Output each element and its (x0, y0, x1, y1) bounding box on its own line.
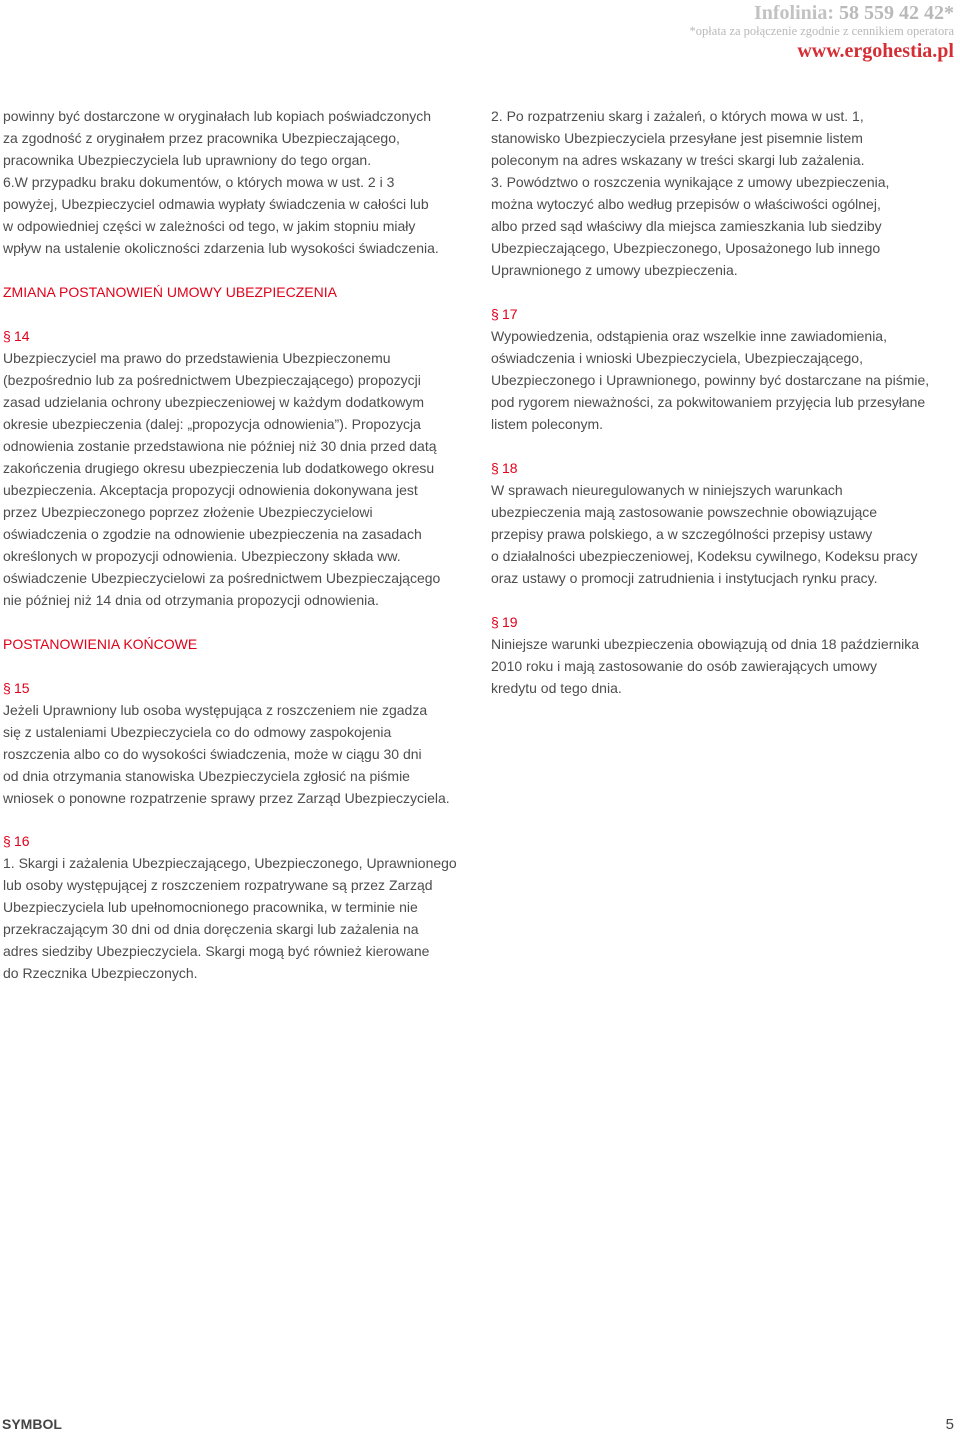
section-symbol: § (491, 306, 499, 322)
footer-symbol-label: SYMBOL (2, 1416, 62, 1432)
right-column (491, 105, 957, 699)
text-line: się z ustaleniami Ubezpieczyciela co do odmowy zaspokojenia (3, 724, 392, 740)
text-line: roszczenia albo co do wysokości świadczenia, może w ciągu 30 dni (3, 746, 422, 762)
text-line: albo przed sąd właściwy dla miejsca zamieszkania lub siedziby (491, 218, 882, 234)
paragraph-15-body (3, 699, 473, 809)
paragraph-14-body (3, 347, 473, 611)
text-line: Ubezpieczającego, Ubezpieczonego, Uposażonego lub innego (491, 240, 881, 256)
paragraph-15-heading (3, 677, 473, 699)
text-line: 3. Powództwo o roszczenia wynikające z umowy ubezpieczenia, (491, 174, 890, 190)
text-line: 1. Skargi i zażalenia Ubezpieczającego, Ubezpieczonego, Uprawnionego (3, 855, 457, 871)
text-line: oświadczenia i wnioski Ubezpieczyciela, Ubezpieczającego, (491, 350, 863, 366)
text-line: 2010 roku i mają zastosowanie do osób zawierających umowy (491, 658, 877, 674)
text-line: Wypowiedzenia, odstąpienia oraz wszelkie inne zawiadomienia, (491, 328, 887, 344)
text-line: można wytoczyć albo według przepisów o właściwości ogólnej, (491, 196, 881, 212)
page-header (690, 2, 954, 63)
text-line: Ubezpieczonego i Uprawnionego, powinny być dostarczane na piśmie, (491, 372, 930, 388)
text-line: ubezpieczenia. Akceptacja propozycji odnowienia dokonywana jest (3, 482, 418, 498)
page-number: 5 (945, 1416, 954, 1433)
text-line: odnowienia zostanie przedstawiona nie później niż 30 dnia przed datą (3, 438, 437, 454)
section-symbol: § (491, 614, 499, 630)
text-line: wniosek o ponowne rozpatrzenie sprawy przez Zarząd Ubezpieczyciela. (3, 790, 450, 806)
section-heading-final-provisions: POSTANOWIENIA KOŃCOWE (3, 636, 198, 652)
paragraph-18-heading (491, 457, 957, 479)
text-line: stanowisko Ubezpieczyciela przesyłane jest pisemnie listem (491, 130, 863, 146)
text-line: Ubezpieczyciela lub upełnomocnionego pracownika, w terminie nie (3, 899, 418, 915)
text-line: od dnia otrzymania stanowiska Ubezpieczyciela zgłosić na piśmie (3, 768, 410, 784)
text-line: o działalności ubezpieczeniowej, Kodeksu cywilnego, Kodeksu pracy (491, 548, 918, 564)
text-line: przekraczającym 30 dni od dnia doręczenia skargi lub zażalenia na (3, 921, 419, 937)
text-line: W sprawach nieuregulowanych w niniejszych warunkach (491, 482, 843, 498)
text-line: lub osoby występującej z roszczeniem rozpatrywane są przez Zarząd (3, 877, 433, 893)
paragraph-18-body (491, 479, 957, 589)
right-intro (491, 105, 957, 281)
text-line: 6.W przypadku braku dokumentów, o których mowa w ust. 2 i 3 (3, 174, 395, 190)
text-line: Uprawnionego z umowy ubezpieczenia. (491, 262, 738, 278)
text-line: przepisy prawa polskiego, a w szczególności przepisy ustawy (491, 526, 873, 542)
text-line: zakończenia drugiego okresu ubezpieczenia lub dodatkowego okresu (3, 460, 435, 476)
text-line: zasad udzielania ochrony ubezpieczeniowej w każdym dodatkowym (3, 394, 425, 410)
paragraph-number: 17 (502, 306, 518, 322)
paragraph-16-heading (3, 830, 473, 852)
text-line: (bezpośrednio lub za pośrednictwem Ubezpieczającego) propozycji (3, 372, 421, 388)
text-line: za zgodność z oryginałem przez pracownika Ubezpieczającego, (3, 130, 400, 146)
text-line: 2. Po rozpatrzeniu skarg i zażaleń, o których mowa w ust. 1, (491, 108, 864, 124)
text-line: listem poleconym. (491, 416, 604, 432)
left-column (3, 105, 473, 809)
paragraph-number: 14 (14, 328, 30, 344)
text-line: okresie ubezpieczenia (dalej: „propozycja odnowienia”). Propozycja (3, 416, 421, 432)
hotline-note: *opłata za połączenie zgodnie z cennikiem operatora (689, 24, 954, 38)
text-line: pracownika Ubezpieczyciela lub uprawniony do tego organ. (3, 152, 372, 168)
text-line: do Rzecznika Ubezpieczonych. (3, 965, 198, 981)
paragraph-17-heading (491, 303, 957, 325)
paragraph-number: 18 (502, 460, 518, 476)
text-line: określonych w propozycji odnowienia. Ubezpieczony składa ww. (3, 548, 401, 564)
left-intro (3, 105, 473, 259)
section-symbol: § (491, 460, 499, 476)
paragraph-19-heading (491, 611, 957, 633)
text-line: Jeżeli Uprawniony lub osoba występująca z roszczeniem nie zgadza (3, 702, 428, 718)
text-line: pod rygorem nieważności, za pokwitowaniem przyjęcia lub przesyłane (491, 394, 926, 410)
text-line: w odpowiedniej części w zależności od tego, w jakim stopniu miały (3, 218, 416, 234)
text-line: wpływ na ustalenie okoliczności zdarzenia lub wysokości świadczenia. (3, 240, 439, 256)
text-line: ubezpieczenia mają zastosowanie powszechnie obowiązujące (491, 504, 878, 520)
hotline (690, 2, 954, 24)
text-line: oraz ustawy o promocji zatrudnienia i instytucjach rynku pracy. (491, 570, 878, 586)
section-symbol: § (3, 833, 11, 849)
paragraph-17-body (491, 325, 957, 435)
text-line: oświadczenie Ubezpieczycielowi za pośrednictwem Ubezpieczającego (3, 570, 441, 586)
paragraph-number: 19 (502, 614, 518, 630)
text-line: powyżej, Ubezpieczyciel odmawia wypłaty świadczenia w całości lub (3, 196, 429, 212)
text-line: Ubezpieczyciel ma prawo do przedstawienia Ubezpieczonemu (3, 350, 391, 366)
section-symbol: § (3, 680, 11, 696)
text-line: kredytu od tego dnia. (491, 680, 622, 696)
paragraph-number: 16 (14, 833, 30, 849)
hotline-number: 58 559 42 42* (839, 2, 954, 24)
text-line: powinny być dostarczone w oryginałach lub kopiach poświadczonych (3, 108, 432, 124)
paragraph-19-body (491, 633, 957, 699)
hotline-label: Infolinia: (753, 2, 834, 24)
text-line: Niniejsze warunki ubezpieczenia obowiązują od dnia 18 października (491, 636, 920, 652)
website-link[interactable]: www.ergohestia.pl (797, 40, 954, 62)
text-line: przez Ubezpieczonego poprzez złożenie Ubezpieczycielowi (3, 504, 373, 520)
text-line: poleconym na adres wskazany w treści skargi lub zażalenia. (491, 152, 865, 168)
paragraph-number: 15 (14, 680, 30, 696)
paragraph-14-heading (3, 325, 473, 347)
paragraph-16-body (3, 852, 473, 984)
section-heading-policy-changes: ZMIANA POSTANOWIEŃ UMOWY UBEZPIECZENIA (3, 284, 337, 300)
text-line: oświadczenia o zgodzie na odnowienie ubezpieczenia na zasadach (3, 526, 422, 542)
text-line: adres siedziby Ubezpieczyciela. Skargi mogą być również kierowane (3, 943, 430, 959)
left-column-lower (3, 830, 473, 984)
section-symbol: § (3, 328, 11, 344)
text-line: nie później niż 14 dnia od otrzymania propozycji odnowienia. (3, 592, 379, 608)
